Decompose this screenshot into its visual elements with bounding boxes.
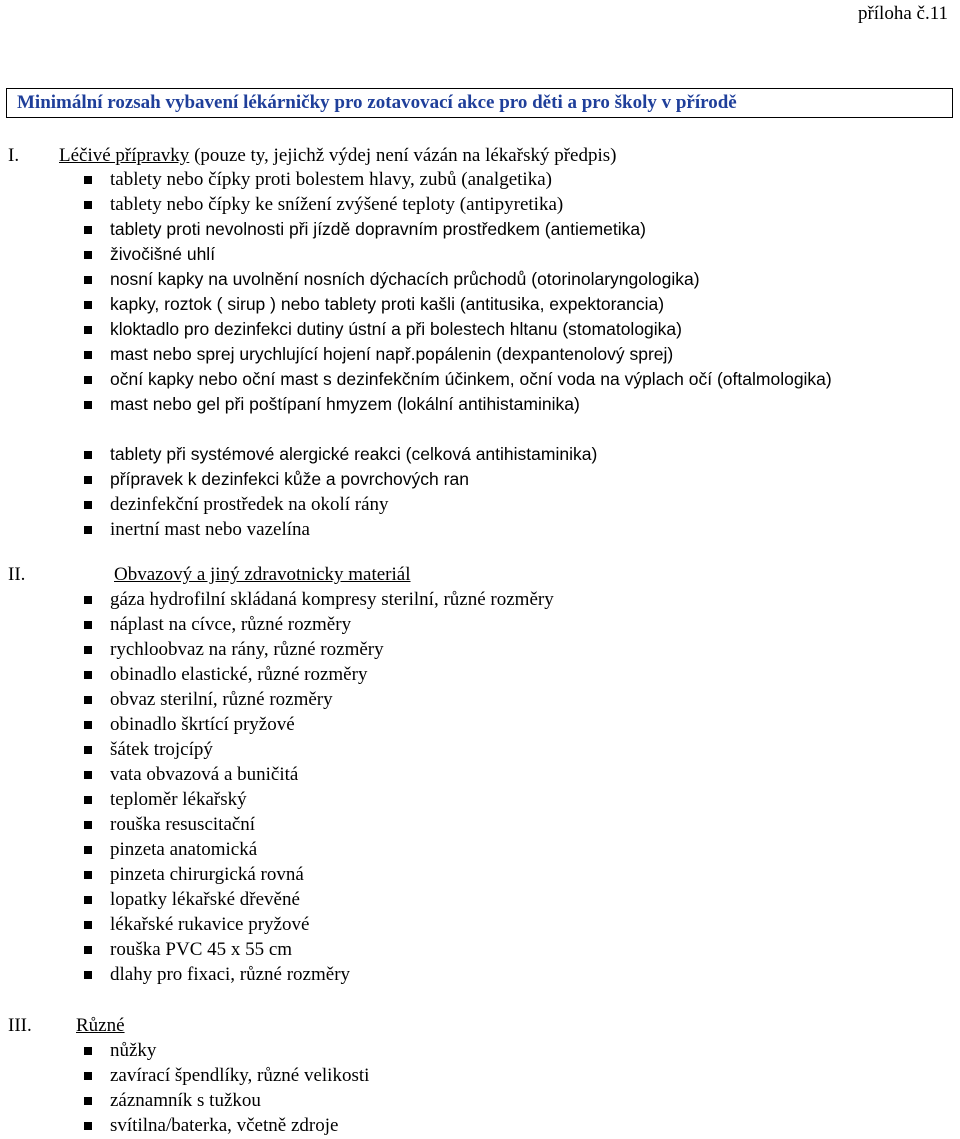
bullet-icon	[84, 771, 92, 779]
bullet-icon	[84, 1122, 92, 1130]
list-item-text: obinadlo škrtící pryžové	[110, 714, 295, 735]
bullet-icon	[84, 621, 92, 629]
bullet-icon	[84, 401, 92, 409]
list-item-text: zavírací špendlíky, různé velikosti	[110, 1065, 370, 1086]
list-item-text: teploměr lékařský	[110, 789, 247, 810]
bullet-icon	[84, 921, 92, 929]
section-heading-1-underlined: Léčivé přípravky	[59, 145, 190, 166]
list-item-text: tablety proti nevolnosti při jízdě dopravním prostředkem (antiemetika)	[110, 219, 646, 239]
list-item-text: nosní kapky na uvolnění nosních dýchacích průchodů (otorinolaryngologika)	[110, 269, 700, 289]
list-item-text: rychloobvaz na rány, různé rozměry	[110, 639, 384, 660]
list-item-text: kloktadlo pro dezinfekci dutiny ústní a při bolestech hltanu (stomatologika)	[110, 319, 682, 339]
list-item-text: dlahy pro fixaci, různé rozměry	[110, 964, 351, 985]
bullet-icon	[84, 1097, 92, 1105]
list-item-text: pinzeta anatomická	[110, 839, 258, 860]
bullet-icon	[84, 301, 92, 309]
bullet-icon	[84, 351, 92, 359]
list-item-text: obinadlo elastické, různé rozměry	[110, 664, 368, 685]
bullet-icon	[84, 846, 92, 854]
bullet-icon	[84, 821, 92, 829]
section-heading-3-underlined: Různé	[76, 1015, 125, 1036]
list-item-text: záznamník s tužkou	[110, 1090, 261, 1111]
bullet-icon	[84, 176, 92, 184]
list-item-text: nůžky	[110, 1040, 157, 1061]
section-heading-1	[59, 145, 616, 167]
list-item-text: živočišné uhlí	[110, 244, 216, 264]
document-title: Minimální rozsah vybavení lékárničky pro zotavovací akce pro děti a pro školy v přírodě	[17, 92, 737, 113]
section-heading-2-underlined: Obvazový a jiný zdravotnicky materiál	[114, 564, 411, 585]
bullet-icon	[84, 276, 92, 284]
bullet-icon	[84, 451, 92, 459]
bullet-icon	[84, 526, 92, 534]
list-item-text: lopatky lékařské dřevěné	[110, 889, 300, 910]
list-item-text: tablety při systémové alergické reakci (celková antihistaminika)	[110, 444, 598, 464]
bullet-icon	[84, 746, 92, 754]
section-heading-3	[76, 1015, 125, 1037]
list-item-text: náplast na cívce, různé rozměry	[110, 614, 352, 635]
bullet-icon	[84, 476, 92, 484]
list-item-text: lékařské rukavice pryžové	[110, 914, 310, 935]
bullet-icon	[84, 646, 92, 654]
list-item-text: tablety nebo čípky proti bolestem hlavy, zubů (analgetika)	[110, 169, 552, 190]
section-heading-1-rest: (pouze ty, jejichž výdej není vázán na lékařský předpis)	[189, 145, 617, 166]
list-item-text: kapky, roztok ( sirup ) nebo tablety proti kašli (antitusika, expektorancia)	[110, 294, 665, 314]
list-item-text: inertní mast nebo vazelína	[110, 519, 310, 540]
section-number-1: I.	[8, 145, 20, 166]
list-item-text: vata obvazová a buničitá	[110, 764, 299, 785]
list-item-text: šátek trojcípý	[110, 739, 213, 760]
list-item-text: gáza hydrofilní skládaná kompresy sterilní, různé rozměry	[110, 589, 554, 610]
list-item-text: přípravek k dezinfekci kůže a povrchových ran	[110, 469, 469, 489]
section-number-3: III.	[8, 1015, 32, 1036]
bullet-icon	[84, 696, 92, 704]
list-item-text: mast nebo gel při poštípaní hmyzem (lokální antihistaminika)	[110, 394, 580, 414]
bullet-icon	[84, 721, 92, 729]
list-item-text: mast nebo sprej urychlující hojení např.popálenin (dexpantenolový sprej)	[110, 344, 674, 364]
bullet-icon	[84, 251, 92, 259]
bullet-icon	[84, 671, 92, 679]
bullet-icon	[84, 971, 92, 979]
bullet-icon	[84, 596, 92, 604]
bullet-icon	[84, 201, 92, 209]
list-item-text: pinzeta chirurgická rovná	[110, 864, 304, 885]
bullet-icon	[84, 326, 92, 334]
section-number-2: II.	[8, 564, 26, 585]
section-heading-2	[114, 564, 411, 586]
bullet-icon	[84, 871, 92, 879]
bullet-icon	[84, 896, 92, 904]
bullet-icon	[84, 376, 92, 384]
title-box	[6, 88, 953, 118]
list-item-text: oční kapky nebo oční mast s dezinfekčním účinkem, oční voda na výplach očí (oftalmologika)	[110, 369, 832, 389]
bullet-icon	[84, 1047, 92, 1055]
bullet-icon	[84, 501, 92, 509]
bullet-icon	[84, 946, 92, 954]
list-item-text: dezinfekční prostředek na okolí rány	[110, 494, 389, 515]
list-item-text: rouška PVC 45 x 55 cm	[110, 939, 293, 960]
bullet-icon	[84, 1072, 92, 1080]
bullet-icon	[84, 796, 92, 804]
page-label: příloha č.11	[857, 3, 948, 24]
bullet-icon	[84, 226, 92, 234]
list-item-text: tablety nebo čípky ke snížení zvýšené teploty (antipyretika)	[110, 194, 564, 215]
list-item-text: obvaz sterilní, různé rozměry	[110, 689, 333, 710]
list-item-text: rouška resuscitační	[110, 814, 256, 835]
list-item-text: svítilna/baterka, včetně zdroje	[110, 1115, 339, 1136]
